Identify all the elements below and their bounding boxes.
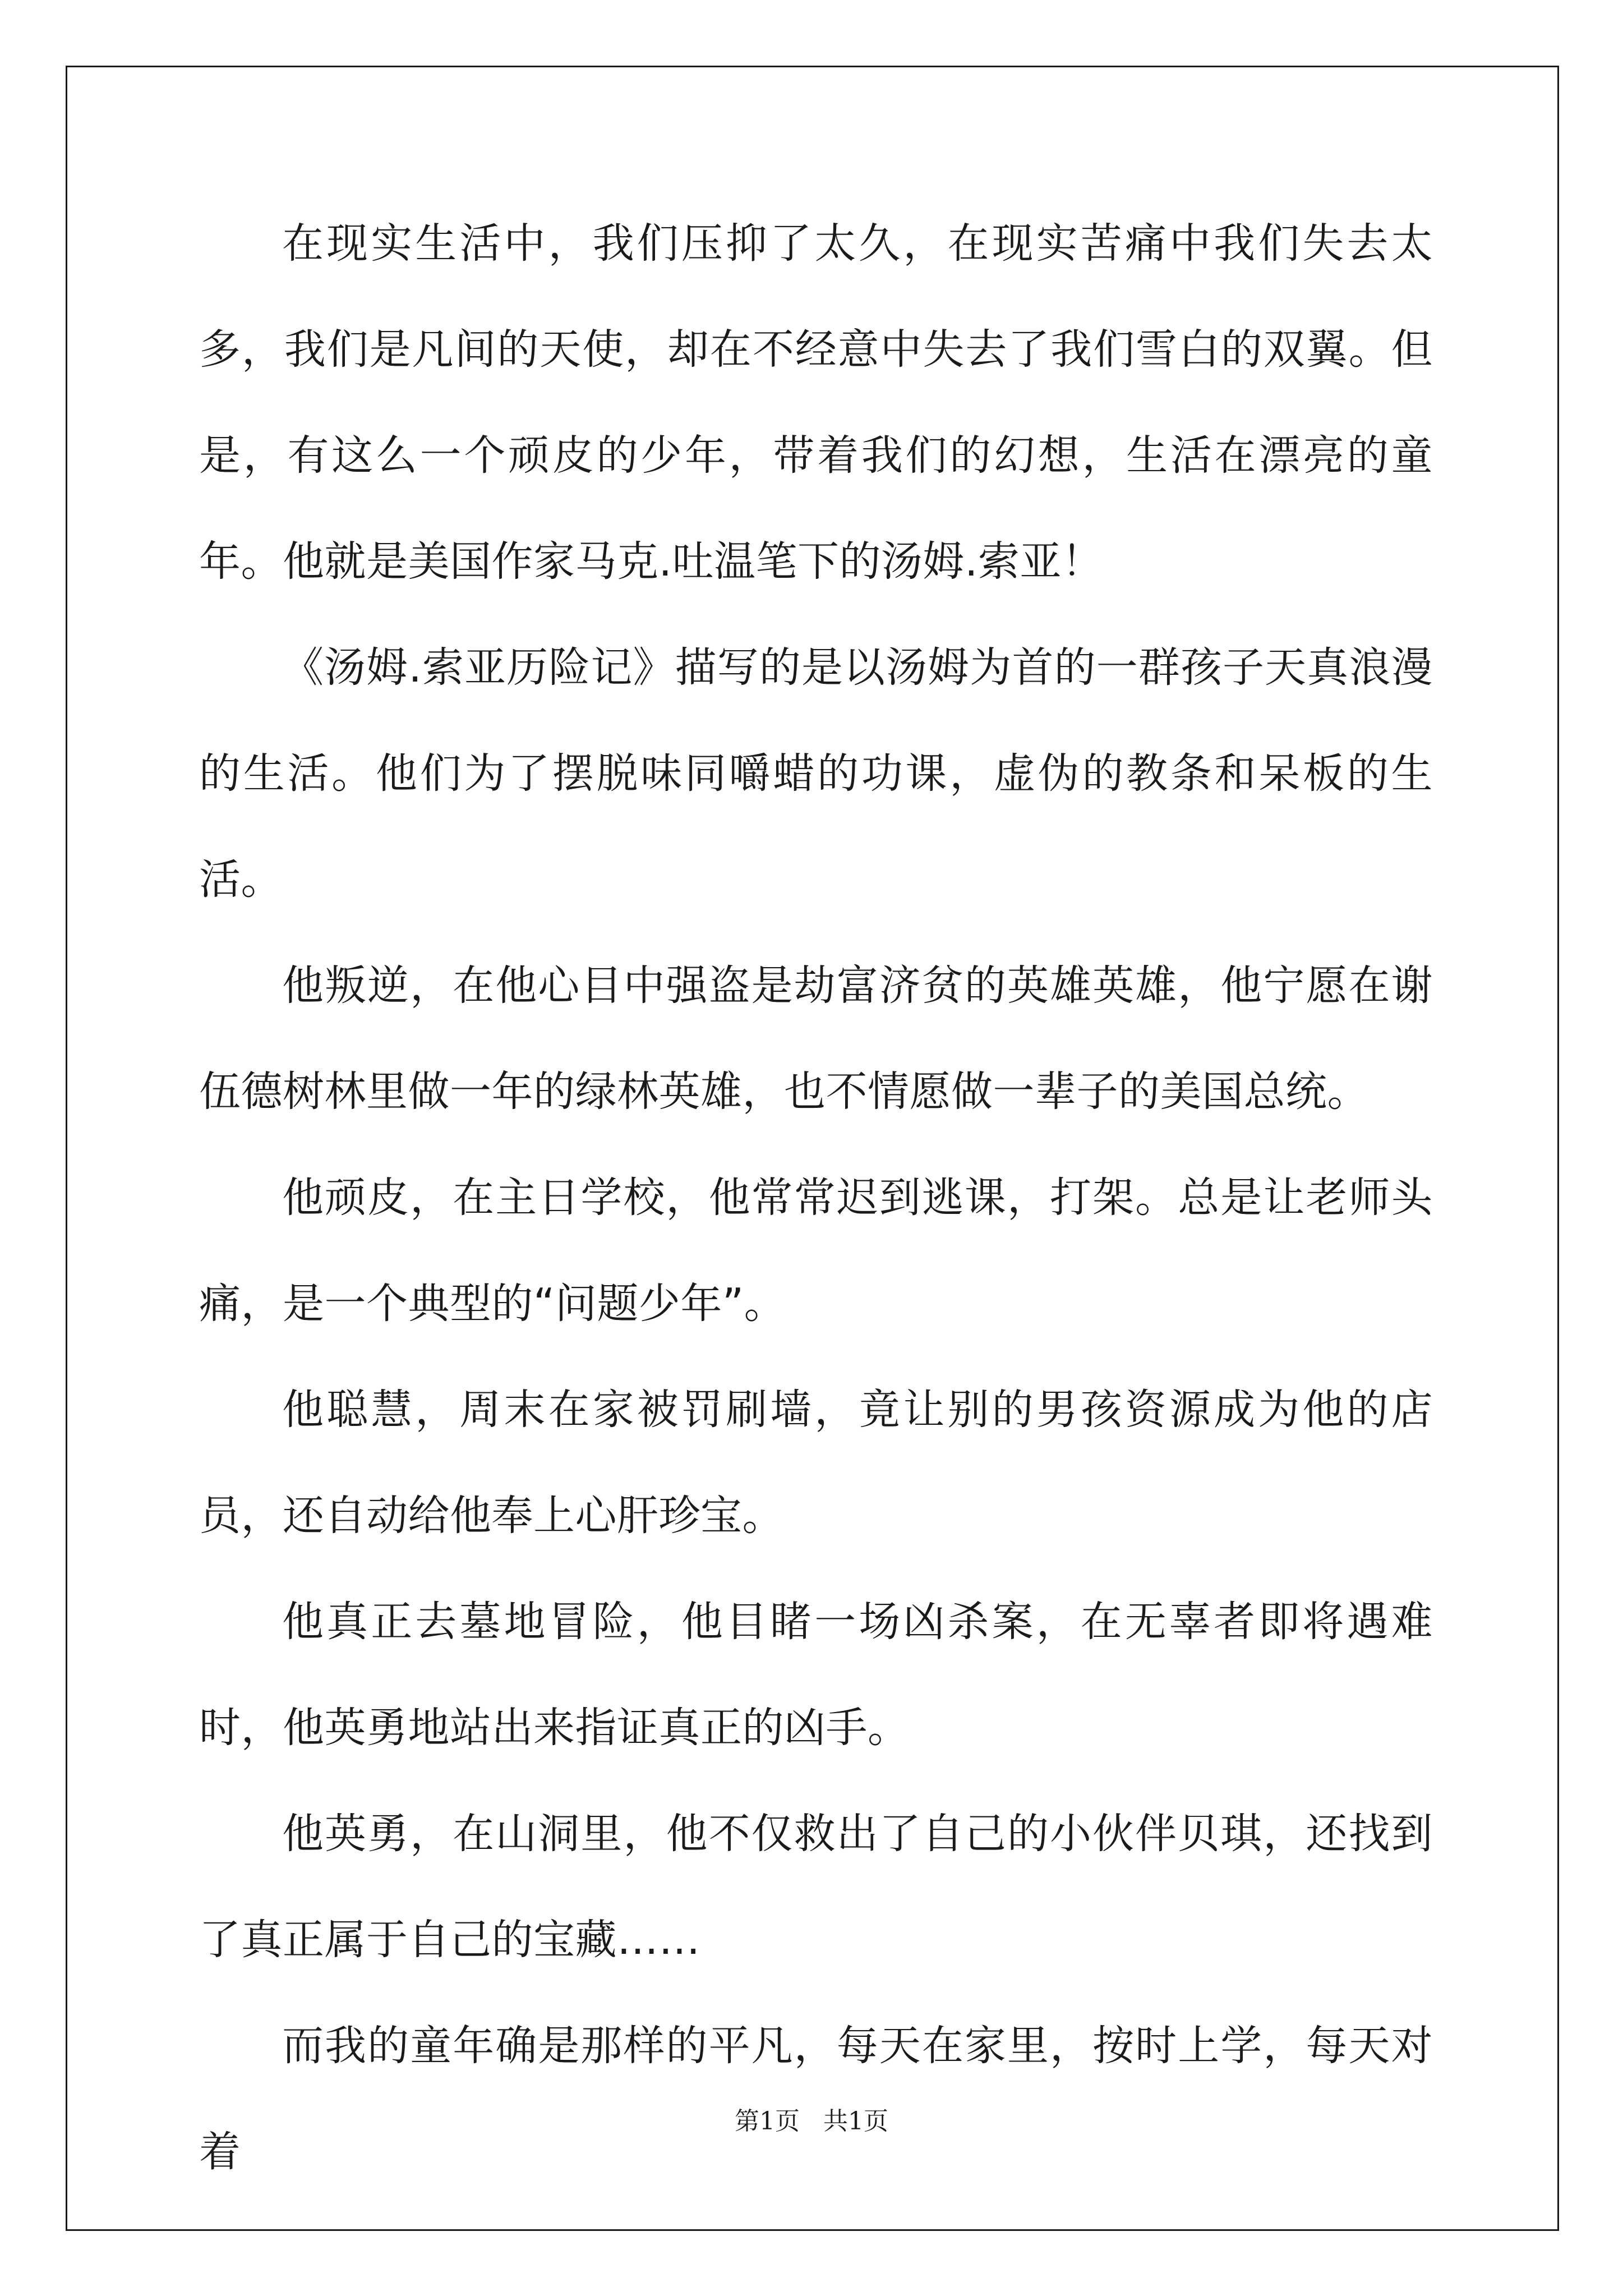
paragraph-4: 他顽皮，在主日学校，他常常迟到逃课，打架。总是让老师头痛，是一个典型的“问题少年”。	[199, 1174, 1433, 1328]
document-body	[199, 191, 1433, 2205]
paragraph-3: 他叛逆，在他心目中强盗是劫富济贫的英雄英雄，他宁愿在谢伍德树林里做一年的绿林英雄，也不情愿做一辈子的美国总统。	[199, 961, 1433, 1116]
paragraph-2: 《汤姆.索亚历险记》描写的是以汤姆为首的一群孩子天真浪漫的生活。他们为了摆脱味同嚼蜡的功课，虚伪的教条和呆板的生活。	[199, 643, 1433, 904]
page-number: 第1页	[735, 2107, 800, 2136]
paragraph-1: 在现实生活中，我们压抑了太久，在现实苦痛中我们失去太多，我们是凡间的天使，却在不经意中失去了我们雪白的双翼。但是，有这么一个顽皮的少年，带着我们的幻想，生活在漂亮的童年。他就是美国作家马克.吐温笔下的汤姆.索亚！	[199, 219, 1433, 586]
page-footer	[0, 2101, 1623, 2137]
paragraph-7: 他英勇，在山洞里，他不仅救出了自己的小伙伴贝琪，还找到了真正属于自己的宝藏……	[199, 1810, 1433, 1964]
paragraph-6: 他真正去墓地冒险，他目睹一场凶杀案，在无辜者即将遇难时，他英勇地站出来指证真正的凶手。	[199, 1598, 1433, 1752]
paragraph-5: 他聪慧，周末在家被罚刷墙，竟让别的男孩资源成为他的店员，还自动给他奉上心肝珍宝。	[199, 1386, 1433, 1540]
paragraph-8: 而我的童年确是那样的平凡，每天在家里，按时上学，每天对着	[199, 2022, 1433, 2176]
page-total: 共1页	[823, 2107, 888, 2136]
